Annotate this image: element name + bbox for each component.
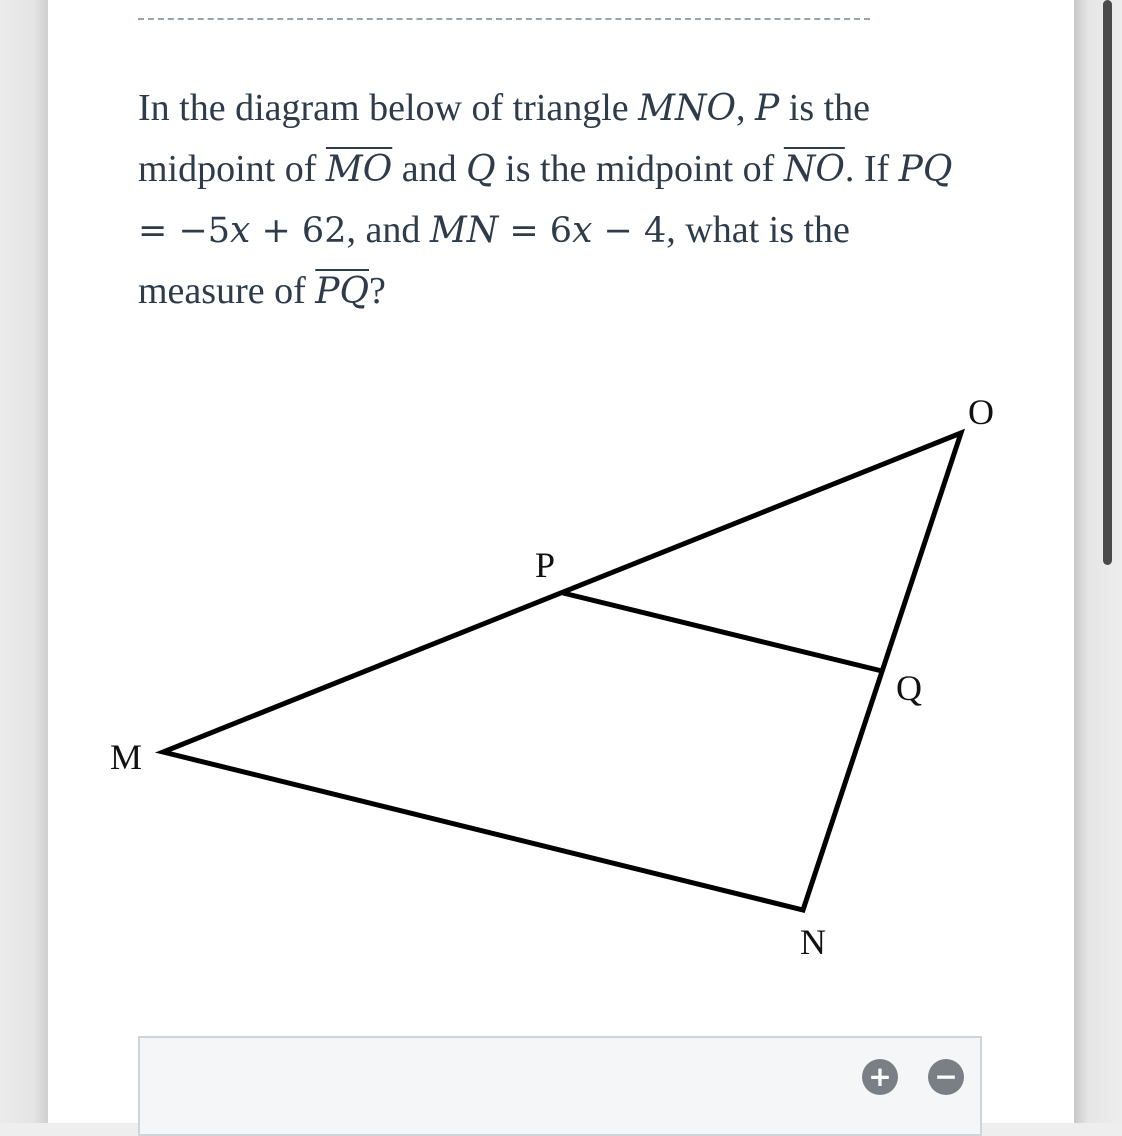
math-segment-pq: $\overline{PQ}$ bbox=[315, 271, 370, 312]
math-q: Q bbox=[466, 149, 496, 190]
right-gutter bbox=[1074, 0, 1122, 1123]
math-p: P bbox=[755, 88, 780, 129]
triangle-mno bbox=[163, 433, 961, 910]
label-n: N bbox=[800, 922, 826, 962]
math-pq: PQ bbox=[898, 149, 953, 190]
label-q: Q bbox=[896, 668, 922, 708]
math-triangle: MNO bbox=[638, 88, 737, 129]
math-segment-mo: $\overline{MO}$ bbox=[325, 149, 393, 190]
question-card bbox=[48, 0, 1074, 1123]
math-segment-no: $\overline{NO}$ bbox=[783, 149, 845, 190]
left-gutter bbox=[0, 0, 48, 1123]
segment-pq bbox=[563, 593, 882, 671]
scrollbar-thumb[interactable] bbox=[1103, 0, 1112, 565]
zoom-in-icon[interactable]: + bbox=[862, 1059, 898, 1095]
zoom-out-icon[interactable]: − bbox=[928, 1059, 964, 1095]
label-o: O bbox=[968, 392, 994, 432]
label-m: M bbox=[110, 737, 143, 777]
question-text: In the diagram below of triangle MNO, P is the midpoint of $\overline{MO}$ and Q is the midpoint of $\overline{NO}$. If PQ = −5x + 62, and MN = 6x − 4, what is the measure of $\overline{PQ}$? bbox=[138, 87, 953, 312]
answer-area[interactable] bbox=[138, 1036, 982, 1136]
label-p: P bbox=[535, 545, 556, 585]
triangle-diagram bbox=[48, 0, 1074, 1123]
math-mn: MN bbox=[429, 210, 499, 251]
